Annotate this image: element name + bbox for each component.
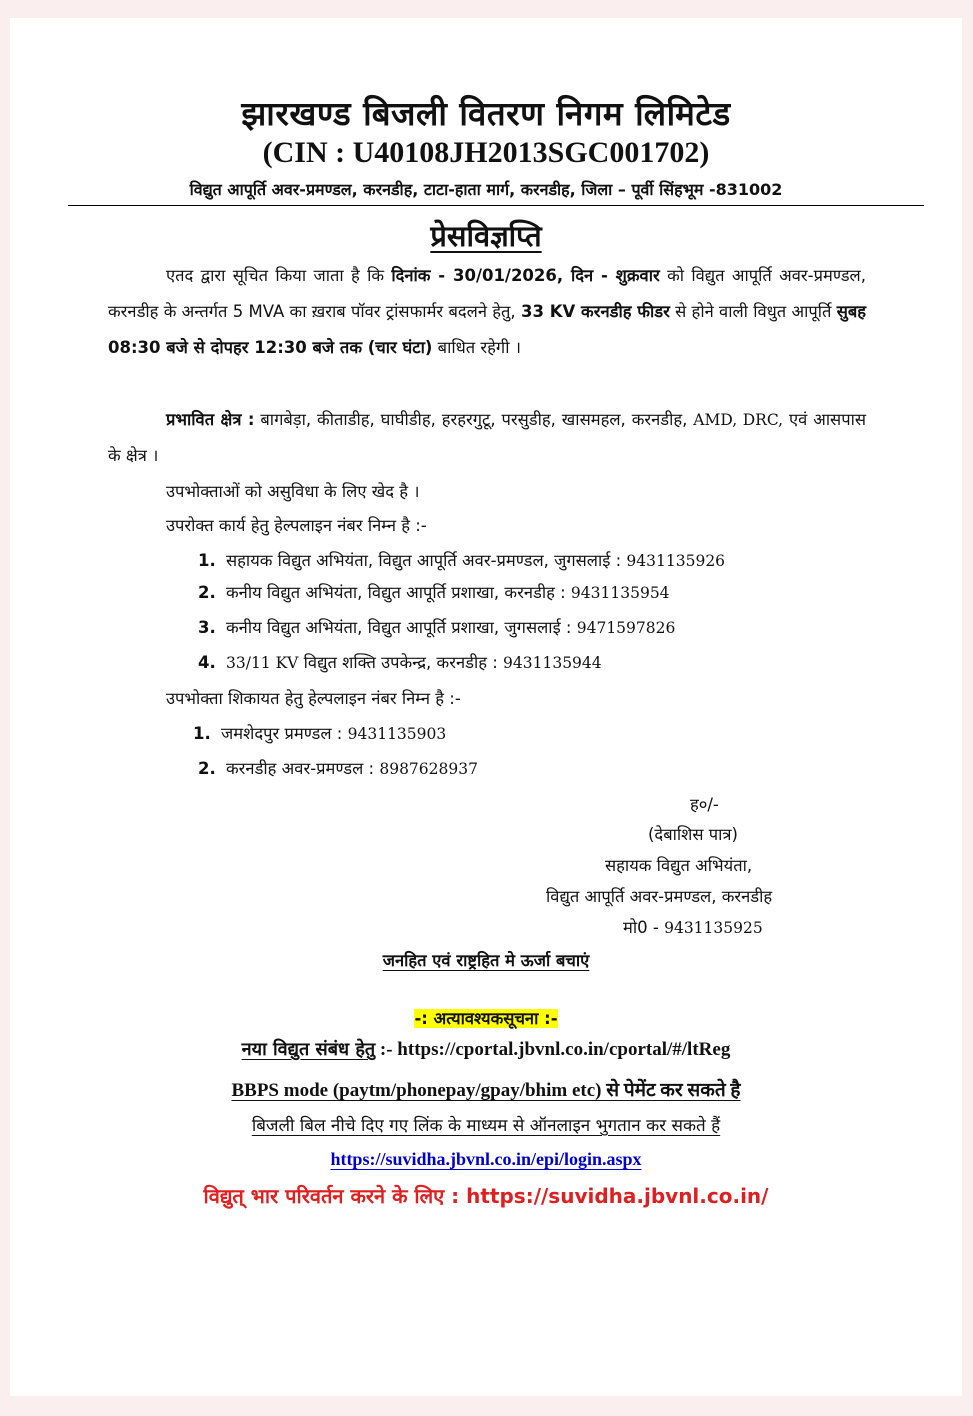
signatory-office: विद्युत आपूर्ति अवर-प्रमण्डल, करनडीह (546, 887, 773, 906)
payment-link[interactable]: https://suvidha.jbvnl.co.in/epi/login.aspx (330, 1149, 642, 1169)
new-connection-line: नया विद्युत संबंध हेतु :- https://cportal.jbvnl.co.in/cportal/#/ltReg (241, 1039, 731, 1060)
notice-paragraph: एतद द्वारा सूचित किया जाता है कि दिनांक - 30/01/2026, दिन - शुक्रवार को विद्युत आपूर्ति अवर-प्रमण्डल, करनडीह के अन्तर्गत 5 MVA का ख़राब पॉवर ट्रांसफार्मर बदलने हेतु, 33 KV करनडीह फीडर से होने वाली विधुत आपूर्ति सुबह 08:30 बजे से दोपहर 12:30 बजे तक (चार घंटा) बाधित रहेगी । (108, 266, 867, 357)
helpline-item: 4. 33/11 KV विद्युत शक्ति उपकेन्द्र, करनडीह : 9431135944 (198, 653, 602, 672)
header-divider (68, 205, 924, 206)
signatory-mobile: मो0 - 9431135925 (623, 918, 763, 937)
bbps-payment-line: BBPS mode (paytm/phonepay/gpay/bhim etc) से पेमेंट कर सकते है (231, 1080, 741, 1101)
urgent-notice-heading: -: अत्यावश्यकसूचना :- (414, 1009, 558, 1028)
signature-sd: ह०/- (690, 795, 719, 814)
new-connection-link[interactable]: :- https://cportal.jbvnl.co.in/cportal/#/ltReg (375, 1039, 731, 1060)
phone-number[interactable]: 8987628937 (379, 760, 478, 778)
signatory-designation: सहायक विद्युत अभियंता, (605, 856, 753, 875)
phone-number[interactable]: 9431135954 (570, 584, 670, 602)
load-change-line[interactable]: विद्युत् भार परिवर्तन करने के लिए : https://suvidha.jbvnl.co.in/ (203, 1184, 769, 1208)
phone-number[interactable]: 9431135926 (626, 552, 726, 570)
helpline-item: 3. कनीय विद्युत अभियंता, विद्युत आपूर्ति प्रशाखा, जुगसलाई : 9471597826 (198, 618, 676, 637)
affected-areas: प्रभावित क्षेत्र : बागबेड़ा, कीताडीह, घाघीडीह, हरहरगुटू, परसुडीह, खासमहल, करनडीह, AMD, DRC, एवं आसपास के क्षेत्र । (108, 410, 867, 465)
phone-number[interactable]: 9431135903 (347, 725, 447, 743)
helpline-item: 2. कनीय विद्युत अभियंता, विद्युत आपूर्ति प्रशाखा, करनडीह : 9431135954 (198, 583, 670, 602)
complaint-intro: उपभोक्ता शिकायत हेतु हेल्पलाइन नंबर निम्न है :- (166, 689, 461, 708)
org-name: झारखण्ड बिजली वितरण निगम लिमिटेड (241, 94, 731, 133)
office-address: विद्युत आपूर्ति अवर-प्रमण्डल, करनडीह, टाटा-हाता मार्ग, करनडीह, जिला – पूर्वी सिंहभूम -831002 (189, 180, 783, 199)
apology-text: उपभोक्ताओं को असुविधा के लिए खेद है । (166, 482, 420, 501)
phone-number[interactable]: 9431135944 (503, 654, 602, 672)
outage-time: सुबह 08:30 बजे से दोपहर 12:30 बजे तक (चार घंटा) (108, 302, 867, 357)
phone-number[interactable]: 9471597826 (576, 619, 676, 637)
outage-date: दिनांक - 30/01/2026, दिन - शुक्रवार (391, 266, 660, 285)
slogan: जनहित एवं राष्ट्रहित मे ऊर्जा बचाएं (382, 951, 590, 970)
helpline-item: 1. सहायक विद्युत अभियंता, विद्युत आपूर्ति अवर-प्रमण्डल, जुगसलाई : 9431135926 (198, 551, 726, 570)
press-release-title: प्रेसविज्ञप्ति (430, 219, 542, 253)
cin-number: (CIN : U40108JH2013SGC001702) (262, 136, 710, 169)
signatory-name: (देबाशिस पात्र) (648, 825, 738, 844)
complaint-item: 1. जमशेदपुर प्रमण्डल : 9431135903 (193, 724, 447, 743)
helpline-intro: उपरोक्त कार्य हेतु हेल्पलाइन नंबर निम्न है :- (166, 516, 427, 535)
feeder-name: 33 KV करनडीह फीडर (520, 302, 670, 321)
online-payment-text: बिजली बिल नीचे दिए गए लिंक के माध्यम से ऑनलाइन भुगतान कर सकते हैं (251, 1116, 721, 1136)
complaint-item: 2. करनडीह अवर-प्रमण्डल : 8987628937 (198, 759, 478, 778)
press-release-page (10, 18, 962, 1396)
